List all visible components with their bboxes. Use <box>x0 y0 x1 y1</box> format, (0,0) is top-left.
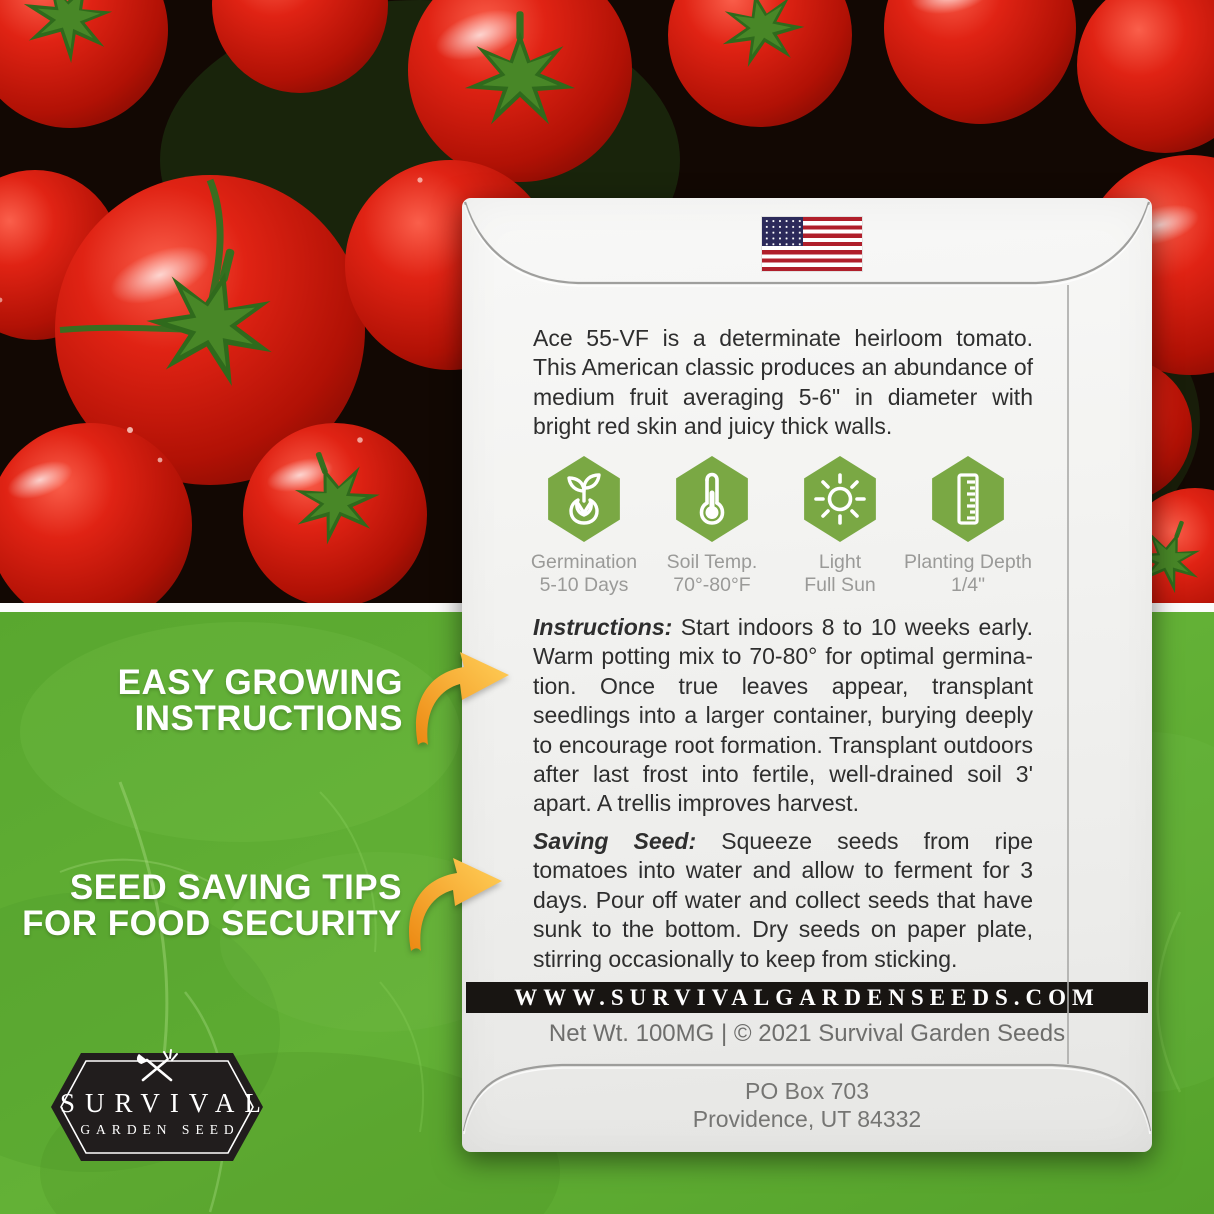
mailing-address <box>462 1078 1152 1133</box>
brand-badge <box>50 1044 271 1170</box>
growing-stats-row <box>520 456 1032 597</box>
stat-soil-temp <box>648 456 776 597</box>
stat-label: Germination 5-10 Days <box>530 551 638 596</box>
net-weight-line: Net Wt. 100MG | © 2021 Survival Garden Seeds <box>548 1020 1066 1047</box>
sun-icon <box>801 456 879 542</box>
stat-label: Light Full Sun <box>804 551 876 596</box>
callout-line: SEED SAVING TIPS <box>69 868 402 907</box>
curved-arrow-icon <box>405 852 505 954</box>
saving-seed-text: Squeeze seeds from ripe tomatoes into water and allow to ferment for 3 days. Pour off water and collect seeds that have sunk to the bottom. Dry seeds on paper plate, stirring occasionally to keep from sticking. <box>533 828 1034 972</box>
thermometer-icon <box>673 456 751 542</box>
sprout-icon <box>545 456 623 542</box>
website-bar <box>466 982 1148 1013</box>
brand-name: SURVIVAL <box>60 1088 271 1118</box>
stat-label: Soil Temp. 70°-80°F <box>666 551 758 596</box>
us-flag-canton <box>762 217 803 246</box>
instructions-label: Instructions: <box>533 614 673 640</box>
brand-subtitle: GARDEN SEED <box>80 1122 240 1137</box>
callout-line: EASY GROWING <box>117 663 403 702</box>
address-line2: Providence, UT 84332 <box>692 1105 922 1132</box>
curved-arrow-icon <box>412 646 512 748</box>
address-line1: PO Box 703 <box>744 1078 870 1104</box>
ruler-icon <box>929 456 1007 542</box>
saving-seed-label: Saving Seed: <box>533 828 697 854</box>
stat-label: Planting Depth 1/4" <box>904 551 1032 596</box>
callout-seed-saving <box>0 870 402 942</box>
website-url: WWW.SURVIVALGARDENSEEDS.COM <box>514 984 1100 1010</box>
seed-packet-back <box>462 198 1152 1152</box>
instructions-paragraph <box>533 613 1033 819</box>
stat-light <box>776 456 904 597</box>
instructions-text: Start indoors 8 to 10 weeks early. Warm potting mix to 70-80° for optimal germination. Once true leaves appear, transplant seedlings into a larger container, burying deeply to encourage root formation. Transplant outdoors after last frost into fertile, well-drained soil 3' apart. A trellis improves harvest. <box>533 614 1033 817</box>
callout-line: INSTRUCTIONS <box>134 699 403 738</box>
variety-description: Ace 55-VF is a determinate heirloom tomato. This American classic produces an abundance of medium fruit averaging 5-6" in diameter with bright red skin and juicy thick walls. <box>533 325 1033 440</box>
stat-germination <box>520 456 648 597</box>
us-flag-icon <box>762 217 862 271</box>
callout-easy-growing <box>0 665 403 737</box>
stat-planting-depth <box>904 456 1032 597</box>
callout-line: FOR FOOD SECURITY <box>22 904 402 943</box>
crossed-shovel-fork-icon <box>127 1048 187 1084</box>
saving-seed-paragraph <box>533 827 1033 974</box>
